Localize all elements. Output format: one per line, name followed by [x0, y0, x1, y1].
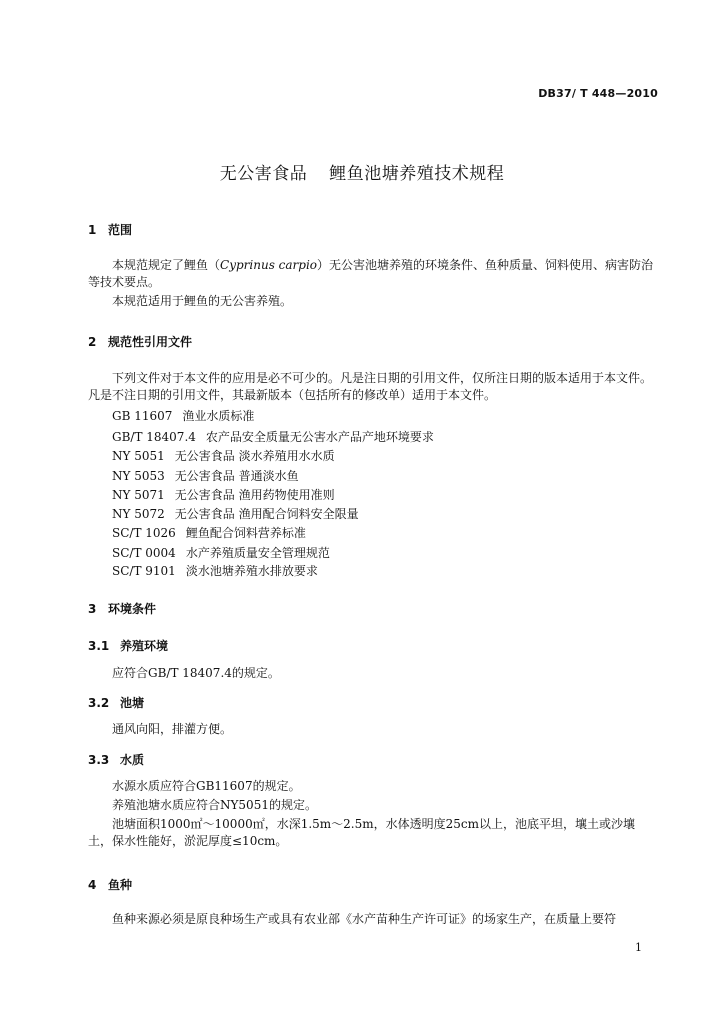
section-3-3-line-2: 养殖池塘水质应符合NY5051的规定。	[112, 798, 317, 812]
page-number: 1	[635, 941, 642, 954]
section-2-heading: 2 规范性引用文件	[88, 335, 193, 349]
reference-item: SC/T 9101 淡水池塘养殖水排放要求	[112, 564, 318, 578]
document-title	[0, 159, 724, 184]
reference-item: NY 5071 无公害食品 渔用药物使用准则	[112, 488, 335, 502]
section-3-2-heading: 3.2 池塘	[88, 696, 145, 710]
section-1-paragraph-1: 本规范规定了鲤鱼（Cyprinus carpio）无公害池塘养殖的环境条件、鱼种质量、饲料使用、病害防治等技术要点。	[88, 258, 654, 289]
standard-code: DB37/ T 448—2010	[538, 87, 658, 100]
reference-item: GB/T 18407.4 农产品安全质量无公害水产品产地环境要求	[112, 430, 434, 444]
section-3-heading: 3 环境条件	[88, 602, 157, 616]
section-1-paragraph-2: 本规范适用于鲤鱼的无公害养殖。	[112, 294, 293, 308]
section-3-3-line-1: 水源水质应符合GB11607的规定。	[112, 779, 301, 793]
latin-name: Cyprinus carpio	[220, 258, 318, 272]
section-2-intro: 下列文件对于本文件的应用是必不可少的。凡是注日期的引用文件，仅所注日期的版本适用于本文件。凡是不注日期的引用文件，其最新版本（包括所有的修改单）适用于本文件。	[88, 371, 653, 402]
title-part-1: 无公害食品	[219, 164, 308, 184]
reference-item: NY 5051 无公害食品 淡水养殖用水水质	[112, 449, 335, 463]
section-3-1-heading: 3.1 养殖环境	[88, 639, 169, 653]
section-3-1-text: 应符合GB/T 18407.4的规定。	[112, 666, 280, 680]
section-4-heading: 4 鱼种	[88, 878, 133, 892]
section-4-text: 鱼种来源必须是原良种场生产或具有农业部《水产苗种生产许可证》的场家生产，在质量上要符	[112, 912, 617, 926]
reference-item: GB 11607 渔业水质标准	[112, 409, 255, 423]
reference-item: NY 5072 无公害食品 渔用配合饲料安全限量	[112, 507, 359, 521]
section-3-3-line-3: 池塘面积1000㎡～10000㎡，水深1.5m～2.5m，水体透明度25cm以上，池底平坦，壤土或沙壤土，保水性能好，淤泥厚度≤10cm。	[88, 817, 636, 848]
section-3-3-heading: 3.3 水质	[88, 753, 145, 767]
section-3-2-text: 通风向阳，排灌方便。	[112, 722, 233, 736]
section-1-heading: 1 范围	[88, 223, 133, 237]
reference-item: SC/T 0004 水产养殖质量安全管理规范	[112, 546, 330, 560]
reference-item: SC/T 1026 鲤鱼配合饲料营养标准	[112, 526, 306, 540]
reference-item: NY 5053 无公害食品 普通淡水鱼	[112, 469, 299, 483]
title-part-2: 鲤鱼池塘养殖技术规程	[329, 164, 505, 184]
